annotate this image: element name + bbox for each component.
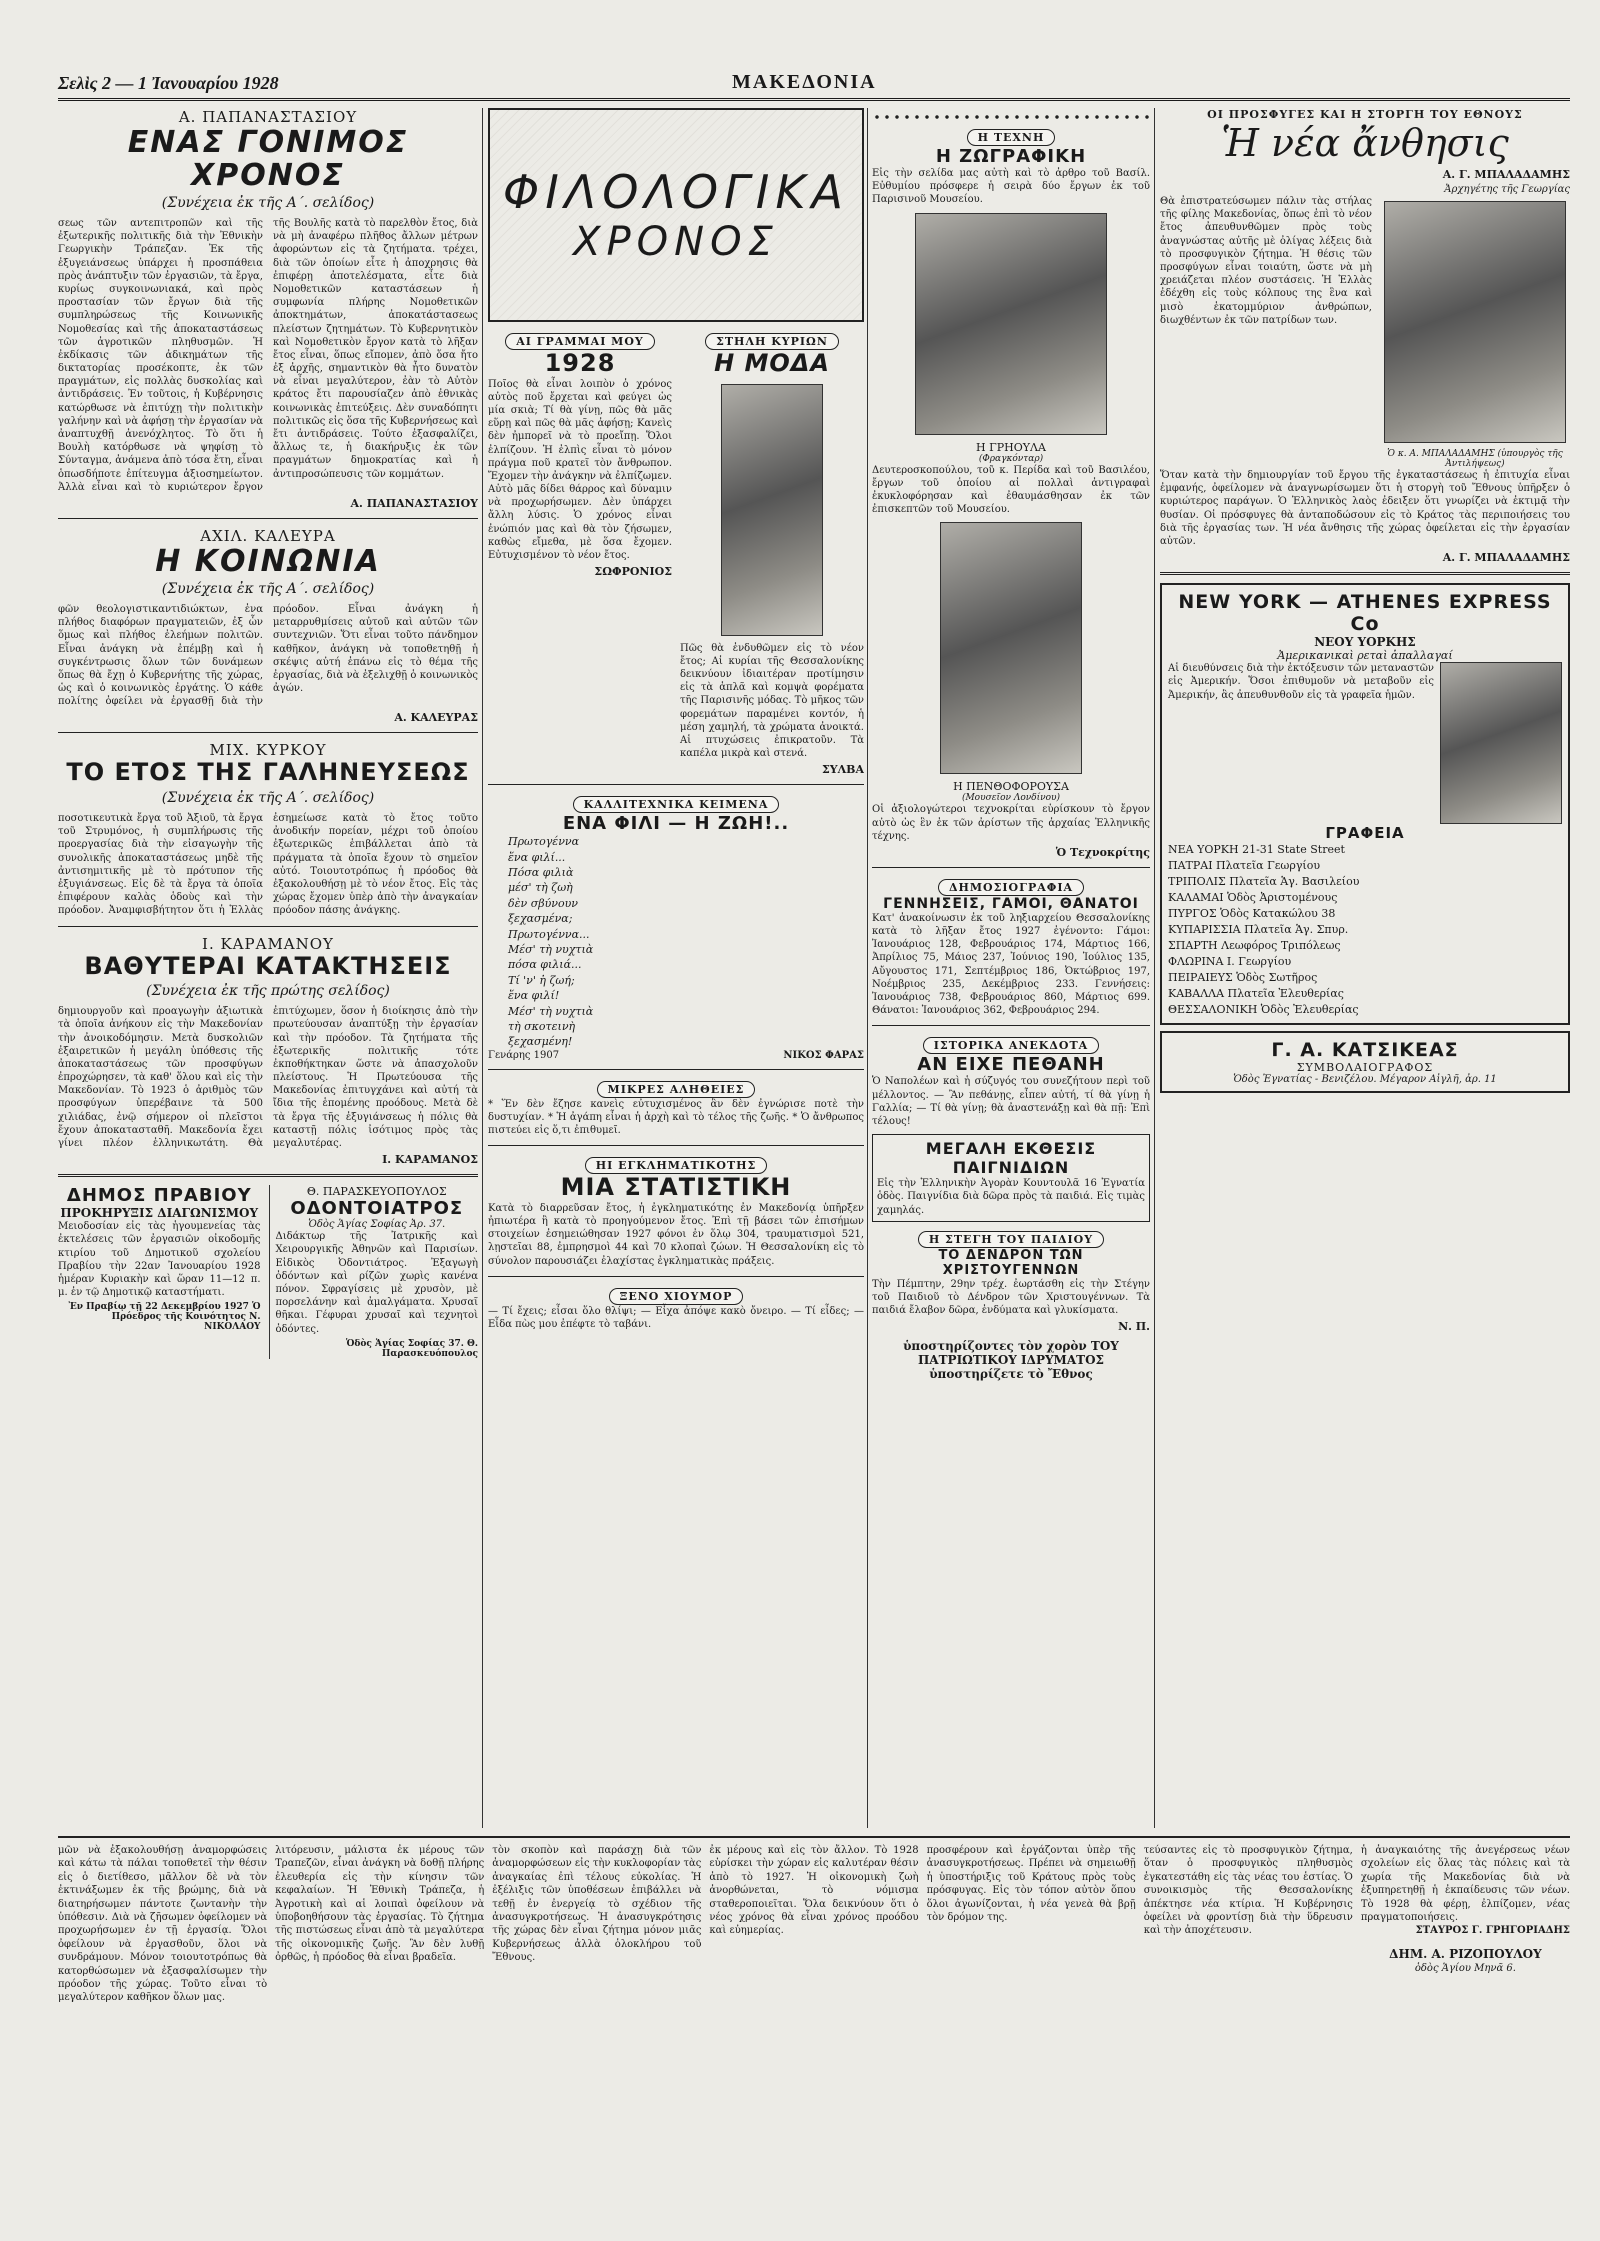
portrait-photo <box>1384 201 1566 443</box>
bottom-ad-name: ΔΗΜ. Α. ΡΙΖΟΠΟΥΛΟΥ <box>1389 1946 1542 1961</box>
ad-dentist <box>269 1185 479 1359</box>
patriotic-notice: ὑποστηρίζοντες τὸν χορὸν ΤΟΥ ΠΑΤΡΙΩΤΙΚΟΥ ΙΔΡΥΜΑΤΟΣ ὑποστηρίζετε τὸ Ἔθνος <box>903 1339 1119 1382</box>
article-body: ποσοτικευτικὰ ἔργα τοῦ Ἀξιοῦ, τὰ ἔργα τοῦ Στρυμόνος, ἡ συμπλήρωσις τῆς προεργασίας διὰ τὴν εἰσαγωγὴν τῆς συνολικῆς ἀποκαταστάσεως μηδὲ τῆς ἀντισημιτικῆς μὲ τὸ πρότυπον τῆς ἐξυγιάνσεως. Εἰς δὲ τὰ ἔργα τὰ ὁποῖα ἐπιφέρουν καλὰς ὁδοὺς καὶ τὴν πρόοδον. Ἀναμφισβήτητον ὅτι ἡ Ἑλλὰς ἐσημείωσε κατὰ τὸ ἔτος τοῦτο ἀνοδικήν πορείαν, μέχρι τοῦ ὁποίου ἐξωτερικῶς ἐπιβάλλεται ἀπὸ τὰ πράγματα τὰ ὁποῖα ἔχουν τὸ σημεῖον αὐτό. Τοιουτοτρόπως ἡ πρόοδος θὰ ἐξακολουθήσῃ μὲ τὸ νέον ἔτος. Εἰς τὰς χώρας ἔχομεν ὑπὲρ ἀπὸ τὴν ἀναγκαίαν πρόοδον πάσης ἀνάγκης. <box>58 813 478 917</box>
ad-municipality <box>58 1185 261 1359</box>
photo-caption: Ὁ κ. Α. ΜΠΑΛΑΔΑΜΗΣ (ὑπουργὸς τῆς Ἀντιλήψεως) <box>1387 449 1563 469</box>
poem-line: Μέσ' τὴ νυχτιὰ <box>508 1004 594 1018</box>
office-list-item: ΝΕΑ ΥΟΡΚΗ 21-31 State Street <box>1168 843 1345 857</box>
poem-body <box>488 834 864 1049</box>
poem-line: Πρωτογέννα... <box>508 927 590 941</box>
page-date: Σελὶς 2 — 1 Ἰανουαρίου 1928 <box>58 73 279 93</box>
article-signature: ΣΥΛΒΑ <box>822 763 864 777</box>
office-list-item: ΚΥΠΑΡΙΣΣΙΑ Πλατεῖα Ἁγ. Σπυρ. <box>1168 922 1349 936</box>
article-body: Πῶς θὰ ἐνδυθῶμεν εἰς τὸ νέον ἔτος; Αἱ κυρίαι τῆς Θεσσαλονίκης δεικνύουν ἰδιαιτέραν προτίμησιν εἰς τὰ ἁπλᾶ καὶ κομψὰ φορέματα τῆς Παρισινῆς μόδας. Τὸ μῆκος τῶν φορεμάτων παραμένει κοντόν, ἡ μέση χαμηλή, τὰ χρώματα ἀνοικτά. Αἱ πτυχώσεις ἐπικρατοῦν. Τὰ καπέλα μικρὰ καὶ στενά. <box>680 642 864 760</box>
office-list-item: ΠΕΙΡΑΙΕΥΣ Ὁδὸς Σωτῆρος <box>1168 970 1318 984</box>
article-body: Ποῖος θὰ εἶναι λοιπὸν ὁ χρόνος αὐτὸς ποῦ ἔρχεται καὶ φεύγει ὡς μία σκιὰ; Τί θὰ γίνῃ, πῶς θὰ μᾶς εὕρῃ καὶ πῶς θὰ μᾶς ἀφήσῃ; Κανεὶς δὲν ἠμπορεῖ νὰ τὸ προεἴπῃ. Ὅλοι ἐλπίζουν. Ἡ ἐλπὶς εἶναι τὸ μόνον πράγμα ποῦ κρατεῖ τὸν ἄνθρωπον. Ἔχομεν τὴν ἀνάγκην νὰ ἐλπίζωμεν. Αὐτὸ μᾶς δίδει θάρρος καὶ δύναμιν νὰ προχωρήσωμεν. Δὲν ὑπάρχει ἄλλη λύσις. Ὁ χρόνος εἶναι ἐνώπιόν μας καὶ θὰ τὸν ζήσωμεν, καθὼς εἴμεθα, μὲ ὅσα ἔχομεν. Εὐτυχισμένον τὸ νέον ἔτος. <box>488 378 672 562</box>
column-literary <box>488 108 864 1828</box>
article-1928 <box>488 330 672 776</box>
office-list-item: ΚΑΛΑΜΑΙ Ὁδὸς Ἀριστομένους <box>1168 890 1338 904</box>
article-body: Οἱ ἀξιολογώτεροι τεχνοκρίται εὑρίσκουν τὸ ἔργον αὐτὸ ὡς ἓν ἐκ τῶν ἀρίστων τῆς ἀρχαίας Ἑλληνικῆς τέχνης. <box>872 804 1150 842</box>
ad-title: ΟΔΟΝΤΟΙΑΤΡΟΣ <box>290 1198 464 1220</box>
classified-ads <box>58 1185 478 1359</box>
poem-date: Γενάρης 1907 <box>488 1049 560 1061</box>
article-body: δημιουργοῦν καὶ προαγωγὴν ἀξιωτικὰ τὰ ὁποῖα ἀνήκουν εἰς τὴν Μακεδονίαν τὴν ἀνοικοδόμησιν. Μετὰ δυσκολιῶν ἐξαιρετικῶν ἡ μεγάλη ὑπόθεσις τῆς ἀποκαταστάσεως τῶν προσφύγων ἐπροχώρησεν, τὰ καθ' ὅλου καὶ εἰς τὴν Μακεδονίαν. Τὸ 1923 ὁ ἀριθμὸς τῶν προσφύγων ὑπερέβαινε τὰ 500 χιλιάδας, ἐνῷ σήμερον οἱ πλεῖστοι ἔχουν ἀποκατασταθῆ. Μακεδονία ἔχει γίνει πλέον ἑλληνικωτάτη. Θὰ ἐπιτύχωμεν, ὅσον ἡ διοίκησις ἀπὸ τὴν πρωτεύουσαν ἀναπτύξῃ τὴν ἐργασίαν καὶ τὴν πρόοδον. Τὰ ζητήματα τῆς ἐξωτερικῆς πολιτικῆς τότε ἐκποθήκτηκαν ὥστε νὰ ἀπασχολοῦν πλείστους. Ἡ Πρωτεύουσα τῆς Μακεδονίας ἐπιτυγχάνει καὶ αὐτή τὰ ἴδια τῆς ἑπομένης προόδους. Μετὰ δὲ τὰ ἔργα τῆς ἐξυγιάνσεως ἡ πόλις θὰ καταστῇ πόλις ἰσότιμος πρὸς τὰς μεγαλυτέρας. <box>58 1006 478 1149</box>
article-subtitle: (Συνέχεια ἐκ τῆς Α΄. σελίδος) <box>161 195 375 211</box>
article-body: — Τί ἔχεις; εἶσαι ὅλο θλίψι; — Εἶχα ἀπόψε κακὸ ὄνειρο. — Τί εἶδες; — Εἶδα πὼς μου ἐπέφτε τὸ ταβάνι. <box>488 1305 864 1331</box>
exhibition-ad <box>872 1134 1150 1222</box>
office-list-item: ΠΑΤΡΑΙ Πλατεῖα Γεωργίου <box>1168 859 1321 873</box>
section-tag: ΑΙ ΓΡΑΜΜΑΙ ΜΟΥ <box>505 333 655 350</box>
photo-caption-sub: (Φραγκόνταρ) <box>978 453 1044 464</box>
section-tag: Η ΣΤΕΓΗ ΤΟΥ ΠΑΙΔΙΟΥ <box>918 1231 1104 1248</box>
ad-subtitle: ΝΕΟΥ ΥΟΡΚΗΣ <box>1314 635 1416 650</box>
article-author: Α. Γ. ΜΠΑΛΑΔΑΜΗΣ <box>1442 168 1570 181</box>
ad-body: Αἱ διευθύνσεις διὰ τὴν ἐκτόξευσιν τῶν μεταναστῶν εἰς Ἀμερικήν. Ὅσοι ἐπιθυμοῦν νὰ μεταβοῦν εἰς Ἀμερικήν, ἂς ἀπευθυνθοῦν εἰς τὰ γραφεῖα ἡμῶν. <box>1168 663 1434 701</box>
section-banner-line: ΧΡΟΝΟΣ <box>573 219 779 265</box>
two-column-block <box>488 330 864 776</box>
poem-title: ΕΝΑ ΦΙΛΙ — Η ΖΩΗ!.. <box>562 813 790 835</box>
photo-caption: Η ΠΕΝΘΟΦΟΡΟΥΣΑ <box>953 780 1069 794</box>
ship-illustration <box>1440 662 1562 824</box>
section-tag: ΚΑΛΛΙΤΕΧΝΙΚΑ ΚΕΙΜΕΝΑ <box>573 796 780 813</box>
office-list-item: ΤΡΙΠΟΛΙΣ Πλατεῖα Ἁγ. Βασιλείου <box>1168 875 1360 888</box>
office-list-item: ΦΛΩΡΙΝΑ Ι. Γεωργίου <box>1168 954 1292 968</box>
article-body: * Ἕν δὲν ἔζησε κανεὶς εὐτυχισμένος ἂν δὲν ἐγνώρισε ποτὲ τὴν δυστυχίαν. * Ἡ ἀγάπη εἶναι ἡ ἀρχὴ καὶ τὸ τέλος τῆς ζωῆς. * Ὁ ἄνθρωπος πιστεύει εἰς ὅ,τι ἐπιθυμεῖ. <box>488 1098 864 1137</box>
article-title: ΕΝΑΣ ΓΟΝΙΜΟΣ ΧΡΟΝΟΣ <box>127 125 409 193</box>
article-title: ΒΑΘΥΤΕΡΑΙ ΚΑΤΑΚΤΗΣΕΙΣ <box>84 951 452 980</box>
article-body: Δευτεροσκοπούλου, τοῦ κ. Περίδα καὶ τοῦ Βασιλέου, ἔργων τοῦ ὁποίου αἱ πολλαὶ ἀντιγραφαὶ ἐκυκλοφόρησαν καὶ ἐθαυμάσθησαν ἐκ τῶν ἐπισκεπτῶν τοῦ Μουσείου. <box>872 464 1150 516</box>
bottom-column: μῶν νὰ ἐξακολουθήσῃ ἀναμορφώσεις καὶ κάτω τὰ πάλαι τοποθετεῖ τὴν θέσιν εἰς ὁ διετίθεσο, μᾶλλον δὲ νὰ τὸν ἐκτινάξωμεν ἐκ τῆς βρώμης, διὰ νὰ διατηρήσωμεν πάντοτε ζωντανὴν τὴν ὑπόθεσιν. Διὰ νὰ ζῆσωμεν ὀφείλομεν νὰ προχωρήσωμεν ἐν τῇ ἐργασίᾳ. Ὅλοι ὀφείλουν νὰ ἐργασθοῦν, ὅλοι νὰ συνδράμουν. Μόνον τοιουτοτρόπως θὰ κατορθώσωμεν νὰ ἐξασφαλίσωμεν τὴν πρόοδον τῆς χώρας. Τοῦτο εἶναι τὸ μεγαλύτερον καθῆκον ὅλων μας. <box>58 1845 268 2004</box>
article-body: Κατὰ τὸ διαρρεῦσαν ἔτος, ἡ ἐγκληματικότης ἐν Μακεδονίᾳ ὑπῆρξεν ἠπιωτέρα ἢ κατὰ τὸ προηγούμενον ἔτος. Ἐπὶ τῇ βάσει τῶν ἐπισήμων στοιχείων ἐσημειώθησαν 1927 φόνοι ἐν ὅλῳ 304, τραυματισμοὶ 521, λῃστεῖαι 88, ἐμπρησμοὶ 44 καὶ 70 κλοπαὶ ζώων. Ἡ Θεσσαλονίκη εἰς τὸ σύνολον παρουσιάζει ἐλαχίστας ἐγκληματικὰς πράξεις. <box>488 1202 864 1267</box>
ad-address: Ὁδὸς Ἐγνατίας - Βενιζέλου. Μέγαρον Αἰγλῆ, ἀρ. 11 <box>1233 1074 1497 1086</box>
column-rule <box>1154 108 1155 1828</box>
column-art <box>872 108 1150 1828</box>
article-signature: Ι. ΚΑΡΑΜΑΝΟΣ <box>382 1153 478 1167</box>
poem-line: μέσ' τὴ ζωὴ <box>508 881 573 895</box>
bottom-column: ἡ ἀναγκαιότης τῆς ἀνεγέρσεως νέων σχολείων εἰς ὅλας τὰς πόλεις καὶ τὰ χωρία τῆς Μακεδονίας διὰ νὰ ἐξυπηρετηθῇ ἡ ἐκπαίδευσις τῶν νέων. Τὸ 1928 θὰ φέρῃ, ἐλπίζομεν, νέας πραγματοποιήσεις. <box>1360 1845 1570 1923</box>
article-title: Η ΚΟΙΝΩΝΙΑ <box>155 543 381 579</box>
article-author: ΑΧΙΛ. ΚΑΛΕΥΡΑ <box>200 526 336 545</box>
section-tag: ΞΕΝΟ ΧΙΟΥΜΟΡ <box>609 1288 744 1305</box>
poem-line: ἕνα φιλί! <box>508 989 560 1003</box>
article-title: ΜΙΑ ΣΤΑΤΙΣΤΙΚΗ <box>560 1173 792 1202</box>
notary-ad <box>1160 1031 1570 1093</box>
article-author: Ι. ΚΑΡΑΜΑΝΟΥ <box>202 934 334 953</box>
article-title: Ἡ νέα ἄνθησις <box>1221 121 1509 165</box>
express-ad <box>1160 583 1570 1025</box>
ad-subtitle: ΣΥΜΒΟΛΑΙΟΓΡΑΦΟΣ <box>1296 1061 1434 1075</box>
ad-address: Ὁδὸς Ἁγίας Σοφίας Ἀρ. 37. <box>308 1219 446 1231</box>
poem-signature: ΝΙΚΟΣ ΦΑΡΑΣ <box>783 1049 864 1061</box>
column-refugees <box>1160 108 1570 1828</box>
bottom-column: λιτόρευσιν, μάλιστα ἐκ μέρους τῶν Τραπεζῶν, εἶναι ἀνάγκη νὰ δοθῇ πλήρης ἐλευθερία εἰς τὴν κίνησιν τῶν κεφαλαίων. Ἡ Ἐθνικὴ Τράπεζα, ἡ Ἀγροτικὴ καὶ αἱ λοιπαὶ ὀφείλουν νὰ ὑποβοηθήσουν τὰς ἐργασίας. Τὸ ζήτημα τῆς πιστώσεως εἶναι ἀπὸ τὰ μεγαλύτερα τῆς οἰκονομικῆς ζωῆς. Ἂν δὲν λυθῇ ὀρθῶς, ἡ πρόοδος θὰ εἶναι βραδεῖα. <box>275 1845 485 1964</box>
ad-signature: Ἐν Πραβίῳ τῇ 22 Δεκεμβρίου 1927 Ὁ Πρόεδρος τῆς Κοινότητος Ν. ΝΙΚΟΛΑΟΥ <box>68 1302 261 1333</box>
article-signature: Α. Γ. ΜΠΑΛΑΔΑΜΗΣ <box>1442 551 1570 565</box>
poem-line: δὲν σβύνουν <box>508 896 578 910</box>
article-signature: ΣΩΦΡΟΝΙΟΣ <box>594 565 672 579</box>
article-body: Τὴν Πέμπτην, 29ην τρέχ. ἐωρτάσθη εἰς τὴν Στέγην τοῦ Παιδιοῦ τὸ Δένδρον τῶν Χριστουγέννων. Τὰ παιδιά ἔλαβον δῶρα, ἐνδύματα καὶ γλυκίσματα. <box>872 1278 1150 1317</box>
statue-photo <box>940 522 1082 774</box>
article-subtitle: (Συνέχεια ἐκ τῆς πρώτης σελίδος) <box>146 983 390 1000</box>
ad-subtitle: ΠΡΟΚΗΡΥΞΙΣ ΔΙΑΓΩΝΙΣΜΟΥ <box>60 1206 259 1221</box>
ad-title: ΜΕΓΑΛΗ ΕΚΘΕΣΙΣ ΠΑΙΓΝΙΔΙΩΝ <box>925 1139 1097 1178</box>
photo-caption-sub: (Μουσεῖον Λονδίνου) <box>961 793 1061 804</box>
ad-body: Μειοδοσίαν εἰς τὰς ἡγουμενείας τὰς ἐκτελέσεις τῶν ἐργασιῶν οἰκοδομῆς κτιρίου τοῦ Δημοτικοῦ σχολείου Πραβίου τὴν 22αν Ἰανουαρίου 1928 ἡμέραν Κυριακὴν καὶ ὥραν 11—12 π. μ. ἐν τῷ Δημοτικῷ καταστήματι. <box>58 1221 261 1299</box>
ornament-rule <box>872 112 1150 122</box>
article-title: Η ΜΟΔΑ <box>714 349 830 377</box>
ad-list-title: ΓΡΑΦΕΙΑ <box>1325 824 1405 843</box>
poem-line: Πρωτογέννα <box>508 835 580 849</box>
ad-title: ΔΗΜΟΣ ΠΡΑΒΙΟΥ <box>66 1185 252 1207</box>
article-fashion <box>680 330 864 776</box>
section-banner-line: ΦΙΛΟΛΟΓΙΚΑ <box>503 165 849 219</box>
section-tag: ΙΣΤΟΡΙΚΑ ΑΝΕΚΔΟΤΑ <box>923 1037 1099 1054</box>
masthead <box>58 60 1570 101</box>
article-title: ΤΟ ΕΤΟΣ ΤΗΣ ΓΑΛΗΝΕΥΣΕΩΣ <box>66 758 470 787</box>
poem-line: Πόσα φιλιὰ <box>508 866 574 880</box>
poem-line: Μέσ' τὴ νυχτιὰ <box>508 943 594 957</box>
ad-title: NEW YORK — ATHENES EXPRESS Co <box>1178 591 1552 636</box>
article-subtitle: (Συνέχεια ἐκ τῆς Α΄. σελίδος) <box>161 580 375 597</box>
painting-photo <box>915 213 1107 435</box>
article-author: Α. ΠΑΠΑΝΑΣΤΑΣΙΟΥ <box>178 108 358 126</box>
poem-line: Τί 'ν' ἡ ζωή; <box>508 973 575 987</box>
article-body: Εἰς τὴν σελίδα μας αὐτὴ καὶ τὸ ἀρθρο τοῦ Βασίλ. Εὐθυμίου πρόσφερε ἡ σειρὰ δύο ἔργων ἐκ τοῦ Παρισινοῦ Μουσείου. <box>872 168 1150 206</box>
article-title: ΓΕΝΝΗΣΕΙΣ, ΓΑΜΟΙ, ΘΑΝΑΤΟΙ <box>883 895 1139 912</box>
article-body: Ὁ Ναπολέων καὶ ἡ σύζυγός του συνεζήτουν περὶ τοῦ μέλλοντος. — Ἂν πεθάνῃς, εἶπεν αὐτή, τί θὰ γίνῃ ἡ Γαλλία; — Τί θὰ γίνῃ; θὰ ἀναστενάξῃ καὶ θὰ πῇ: Ἐπὶ τέλους! <box>872 1076 1150 1127</box>
office-list-item: ΘΕΣΣΑΛΟΝΙΚΗ Ὁδὸς Ἐλευθερίας <box>1168 1002 1359 1016</box>
article-signature: Ν. Π. <box>1118 1320 1150 1334</box>
article-title: 1928 <box>544 349 616 377</box>
article-body: φῶν θεολογιστικαντιδιώκτων, ἐνα πλήθος διαφόρων πραγματειῶν, ἐξ ὧν ὅμως καὶ πλήθος ἐλεήμων πολιτῶν. Εἶναι ἀνάγκη νὰ ἐπέμβῃ καὶ ἡ συγκέντρωσις ὅλων τῶν δυνάμεων ὅπως θὰ ἔχῃ ὁ Κυβερνήτης τῆς χώρας, ὡς καὶ ὁ κοινωνικὸς ἐργάτης. Ὁ κάθε πολίτης ὀφείλει νὰ ἐργασθῇ διὰ τὴν πρόοδον. Εἶναι ἀνάγκη ἡ μεταρρυθμίσεις αὐτοῦ καὶ αὐτῶν τῶν συντεχνιῶν. Ὅτι εἶναι τοῦτο πάνδημον καθῆκον, ἀνάγκη νὰ τοποθετηθῇ ἡ σκέψις αὐτή ἐπάνω εἰς τὸ θέμα τῆς ἐργασίας, διὰ νὰ ἐξελιχθῇ ὁ κοινωνικὸς ἀγών. <box>58 603 478 708</box>
section-tag: ΟΙ ΠΡΟΣΦΥΓΕΣ ΚΑΙ Η ΣΤΟΡΓΗ ΤΟΥ ΕΘΝΟΥΣ <box>1207 108 1523 121</box>
ad-subtitle-2: Ἀμερικανικαὶ ρεταὶ ἀπαλλαγαί <box>1277 649 1453 663</box>
poem-line: πόσα φιλιά... <box>508 958 582 972</box>
column-left <box>58 108 478 1828</box>
bottom-column: τὸν σκοπὸν καὶ παράσχῃ διὰ τῶν ἀναμορφώσεων εἰς τὴν κυκλοφορίαν τὰς ἀναγκαίας ἐπὶ τέλους εὐκολίας. Ἡ ἐξέλιξις τῶν ὑποθέσεων ἐπιβάλλει νὰ τεθῇ ἐν ἐνεργείᾳ τὸ σχέδιον τῆς ἀνασυγκροτήσεως. Ἡ ἀνασυγκρότησις τῆς χώρας δὲν εἶναι ζήτημα μόνον μιᾶς Κυβερνήσεως ἀλλὰ ὁλοκλήρου τοῦ Ἔθνους. <box>492 1845 702 1964</box>
column-rule <box>482 108 483 1828</box>
poem-line: ξεχασμένα; <box>508 912 573 926</box>
article-signature: Α. ΚΑΛΕΥΡΑΣ <box>394 711 478 725</box>
poem-line: ἕνα φιλί... <box>508 850 566 864</box>
article-body: Θὰ ἐπιστρατεύσωμεν πάλιν τὰς στήλας τῆς φίλης Μακεδονίας, ὅπως ἐπὶ τὸ νέον ἔτος ἀπευθυνθῶμεν πρὸς τοὺς ἀναγνώστας αὐτῆς μὲ ὀλίγας λέξεις διὰ τὸ προσφυγικὸν ζήτημα. Ἡ θέσις τῶν προσφύγων εἶναι τοιαύτη, ὥστε νὰ μὴ χρειάζεται πλέον συστάσεις. Ἡ Ἑλλὰς ἐδέχθη εἰς τοὺς κόλπους της ἓνα καὶ μισὸ ἑκατομμύριον ἀνθρώπων, διωχθέντων ἐκ τῶν πατρίδων των. <box>1160 196 1372 326</box>
article-title: ΤΟ ΔΕΝΔΡΟΝ ΤΩΝ ΧΡΙΣΤΟΥΓΕΝΝΩΝ <box>938 1247 1084 1278</box>
ad-body: Διδάκτωρ τῆς Ἰατρικῆς καὶ Χειρουργικῆς Ἀθηνῶν καὶ Παρισίων. Εἰδικὸς Ὀδοντιάτρος. Ἐξαγωγὴ ὀδόντων καὶ ρίζῶν χωρὶς κανένα πόνον. Σφραγίσεις μὲ χρυσὸν, μὲ πορσελάνην καὶ ἀμαλγάματα. Χρυσαῖ θῆκαι. Γέφυραι χρυσαῖ καὶ τεχνητοὶ ὀδόντες. <box>275 1231 478 1335</box>
office-list <box>1168 842 1562 1017</box>
ad-title: Γ. Α. ΚΑΤΣΙΚΕΑΣ <box>1271 1039 1459 1062</box>
ad-signature: Ὁδὸς Ἁγίας Σοφίας 37. Θ. Παρασκευόπουλος <box>345 1338 478 1359</box>
article-title: Η ΖΩΓΡΑΦΙΚΗ <box>935 146 1087 167</box>
section-banner <box>488 108 864 322</box>
newspaper-name: ΜΑΚΕΔΟΝΙΑ <box>732 71 877 93</box>
article-signature: ΣΤΑΥΡΟΣ Γ. ΓΡΗΓΟΡΙΑΔΗΣ <box>1415 1925 1570 1937</box>
fashion-illustration <box>721 384 823 636</box>
poem-line: ξεχασμένη! <box>508 1035 573 1049</box>
office-list-item: ΣΠΑΡΤΗ Λεωφόρος Τριπόλεως <box>1168 938 1341 952</box>
article-signature: Ὁ Τεχνοκρίτης <box>1055 845 1150 859</box>
photo-caption: Η ΓΡΗΟΥΛΑ <box>976 440 1046 454</box>
office-list-item: ΚΑΒΑΛΛΑ Πλατεῖα Ἐλευθερίας <box>1168 986 1344 1000</box>
bottom-ad-address: ὁδὸς Ἁγίου Μηνᾶ 6. <box>1414 1962 1516 1974</box>
author-role: Ἀρχηγέτης τῆς Γεωργίας <box>1444 184 1570 195</box>
bottom-column: τεύσαντες εἰς τὸ προσφυγικὸν ζήτημα, ὅταν ὁ προσφυγικὸς πληθυσμὸς ἐγκατεστάθη εἰς τὰς νέας του ἑστίας. Ὁ συνοικισμὸς τῆς Θεσσαλονίκης ἀπέκτησε νέα κτίρια. Ἡ Κυβέρνησις ὀφείλει νὰ φροντίσῃ διὰ τὴν ὕδρευσιν καὶ τὴν ἀποχέτευσιν. <box>1143 1845 1353 1937</box>
poem-line: τὴ σκοτεινὴ <box>508 1019 576 1033</box>
article-title: ΑΝ ΕΙΧΕ ΠΕΘΑΝΗ <box>917 1054 1105 1076</box>
article-body: Ὅταν κατὰ τὴν δημιουργίαν τοῦ ἔργου τῆς ἐγκαταστάσεως ἡ ἐπιτυχία εἶναι ἐμφανής, ὀφείλομεν νὰ ἀναγνωρίσωμεν ὅτι ἡ στοργὴ τοῦ Ἔθνους ὑπῆρξεν ὁ κυριώτερος παράγων. Ὁ Ἑλληνικὸς λαὸς ἐδειξεν ὅτι γνωρίζει νὰ ἐκτιμᾷ τὴν θυσίαν. Οἱ πρόσφυγες θὰ ἀνταποδώσουν εἰς τὸ Κράτος τὰς περιποιήσεις του διὰ τῆς ἐργασίας των. Ἡ νέα ἄνθησις τῆς χώρας ὀφείλεται εἰς τὴν ἐργασίαν αὐτῶν. <box>1160 470 1570 547</box>
bottom-continuation <box>58 1836 1570 2224</box>
bottom-column: ἐκ μέρους καὶ εἰς τὸν ἄλλον. Τὸ 1928 εὑρίσκει τὴν χώραν εἰς καλυτέραν θέσιν ἀπὸ τὸ 1927. Ἡ οἰκονομικὴ ζωὴ ἀνορθώνεται, τὸ νόμισμα σταθεροποιεῖται. Ὅλα δεικνύουν ὅτι ὁ νέος χρόνος θὰ εἶναι χρόνος προόδου καὶ εὐημερίας. <box>709 1845 919 1937</box>
bottom-column: προσφέρουν καὶ ἐργάζονται ὑπὲρ τῆς ἀνασυγκροτήσεως. Πρέπει νὰ σημειωθῇ ἡ ὑποστήριξις τοῦ Κράτους πρὸς τοὺς πρόσφυγας. Εἰς τὸν τόπον αὐτὸν ὅπου ὅλοι ἀγωνίζονται, ἡ νέα γενεὰ θὰ βρῇ τὸν δρόμον της. <box>926 1845 1136 1923</box>
office-list-item: ΠΥΡΓΟΣ Ὁδὸς Κατακώλου 38 <box>1168 906 1336 920</box>
section-tag: ΜΙΚΡΕΣ ΑΛΗΘΕΙΕΣ <box>597 1081 756 1098</box>
section-tag: ΣΤΗΛΗ ΚΥΡΙΩΝ <box>705 333 839 350</box>
ad-body: Εἰς τὴν Ἑλληνικὴν Ἀγορὰν Κουντουλᾶ 16 Ἐγνατία ὁδὸς. Παιγνίδια διὰ δῶρα πρὸς τὰ παιδιά. Εἰς τιμὰς χαμηλάς. <box>877 1178 1145 1216</box>
article-body: σεως τῶν αντεπιτροπῶν καὶ τῆς ἐξωτερικῆς πολιτικῆς διὰ τὴν Ἐθνικὴν Γεωργικὴν Τράπεζαν. Ἐκ τῆς ἐξυγειάνσεως ὑπάρχει ἡ προσπάθεια πρὸς ἀνάπτυξιν τῶν ἐργασιῶν, τὰ ἔργα, κυρίως συγκοινωνιακά, καὶ πρὸς προστασίαν τῶν ἔργων διὰ τῆς συμπληρώσεως τῆς Κοινωνικῆς Νομοθεσίας καὶ τῆς ἀποκαταστάσεως τῶν ἀγροτικῶν πληθυσμῶν. Ἡ ἐκδίκασις τῶν ἀδικημάτων τῆς δικτατορίας προσέκοπτε, ἐκ τῶν πραγμάτων, εἰς πολλὰς δυσκολίας καὶ ἀντιδράσεις. Ἐν τοῦτοις, ἡ Κυβέρνησις κατώρθωσε νὰ ἐπιτύχῃ τὴν πολιτικὴν γαλήνην καὶ νὰ ἀφήσῃ τὴν ἐργασίαν νὰ ἀναπτυχθῇ ἀνενόχλητος. Τὸ ὅτι ἡ Βουλὴ κατόρθωσε νὰ ψηφίσῃ τὸ Σύνταγμα, ἀνάμενα ἀπὸ τόσα ἔτη, εἶναι ὁπωσδήποτε ἐπίτευγμα ἀξιοσημείωτον. Ἀλλὰ εἶναι καὶ τὸ κυριώτερον ἔργον τῆς Βουλῆς κατὰ τὸ παρελθὸν ἔτος, διὰ νὰ μὴ ἀναφέρω πλῆθος ἄλλων μέτρων ἀφορώντων εἰς τὰ ζητήματα. τρέχει, διὰ τῶν ὁποίων εἶτε ἡ ἀποχρησις θὰ ἐπιφέρῃ ἀποτελέσματα, εἶτε διὰ Νομοθετικῶν καταστάσεων ἡ συμφωνία πλήρης Νομοθετικῶν ἀποκτημάτων, ἀποκατάστασεως πλείστων ζητημάτων. Τὸ Κυβερνητικὸν καὶ Νομοθετικὸν ἔργον κατὰ τὸ λῆξαν ἔτος εἶναι, ὅπως εἴπομεν, ἀπὸ ὅσα ἤτο ἐξ ἀρχῆς, σημαντικὸν θὰ ἦτο δυνατὸν νὰ εἶναι μεγαλύτερον, ἐὰν τὸ Αὐτὸν κράτος ἔτι παρουσίαζεν ἀπὸ ἐθνικὰς κοινωνικὰς ἐπιτεύξεις. Δὲν συναδόπητι πολιτικῶς εἰς ὅσα τῆς Κυβερνήσεως καὶ ἔτι ἀντιδράσεις. Τούτο ἐξασφαλίζει, ἄλλως τε, ἡ διακήρυξις ἐκ τῶν πραγμάτων δημοκρατίας καὶ ἡ ἀντιπροσώπευσις τῶν κομμάτων. <box>58 218 478 493</box>
column-rule <box>867 108 868 1828</box>
article-body: Κατ' ἀνακοίνωσιν ἐκ τοῦ ληξιαρχείου Θεσσαλονίκης κατὰ τὸ λῆξαν ἔτος 1927 ἐγένοντο: Γάμοι: Ἰανουάριος 128, Φεβρουάριος 174, Μάρτιος 166, Ἀπρίλιος 75, Μάιος 237, Ἰούνιος 190, Ἰούλιος 135, Αὔγουστος 171, Σεπτέμβριος 186, Ὀκτώβριος 197, Νοέμβριος 235, Δεκέμβριος 233. Γεννήσεις: Ἰανουάριος 738, Φεβρουάριος 860, Μάρτιος 699. Θάνατοι: Ἰανουάριος 362, Φεβρουάριος 294. <box>872 912 1150 1017</box>
section-tag: ΗΙ ΕΓΚΛΗΜΑΤΙΚΟΤΗΣ <box>585 1157 768 1174</box>
section-tag: Η ΤΕΧΝΗ <box>967 129 1056 146</box>
ad-name: Θ. ΠΑΡΑΣΚΕΥΟΠΟΥΛΟΣ <box>306 1185 447 1199</box>
bottom-column-last <box>1361 1838 1570 2224</box>
article-signature: Α. ΠΑΠΑΝΑΣΤΑΣΙΟΥ <box>350 496 478 510</box>
article-author: ΜΙΧ. ΚΥΡΚΟΥ <box>209 741 327 760</box>
section-tag: ΔΗΜΟΣΙΟΓΡΑΦΙΑ <box>938 879 1084 896</box>
article-subtitle: (Συνέχεια ἐκ τῆς Α΄. σελίδος) <box>161 790 375 807</box>
